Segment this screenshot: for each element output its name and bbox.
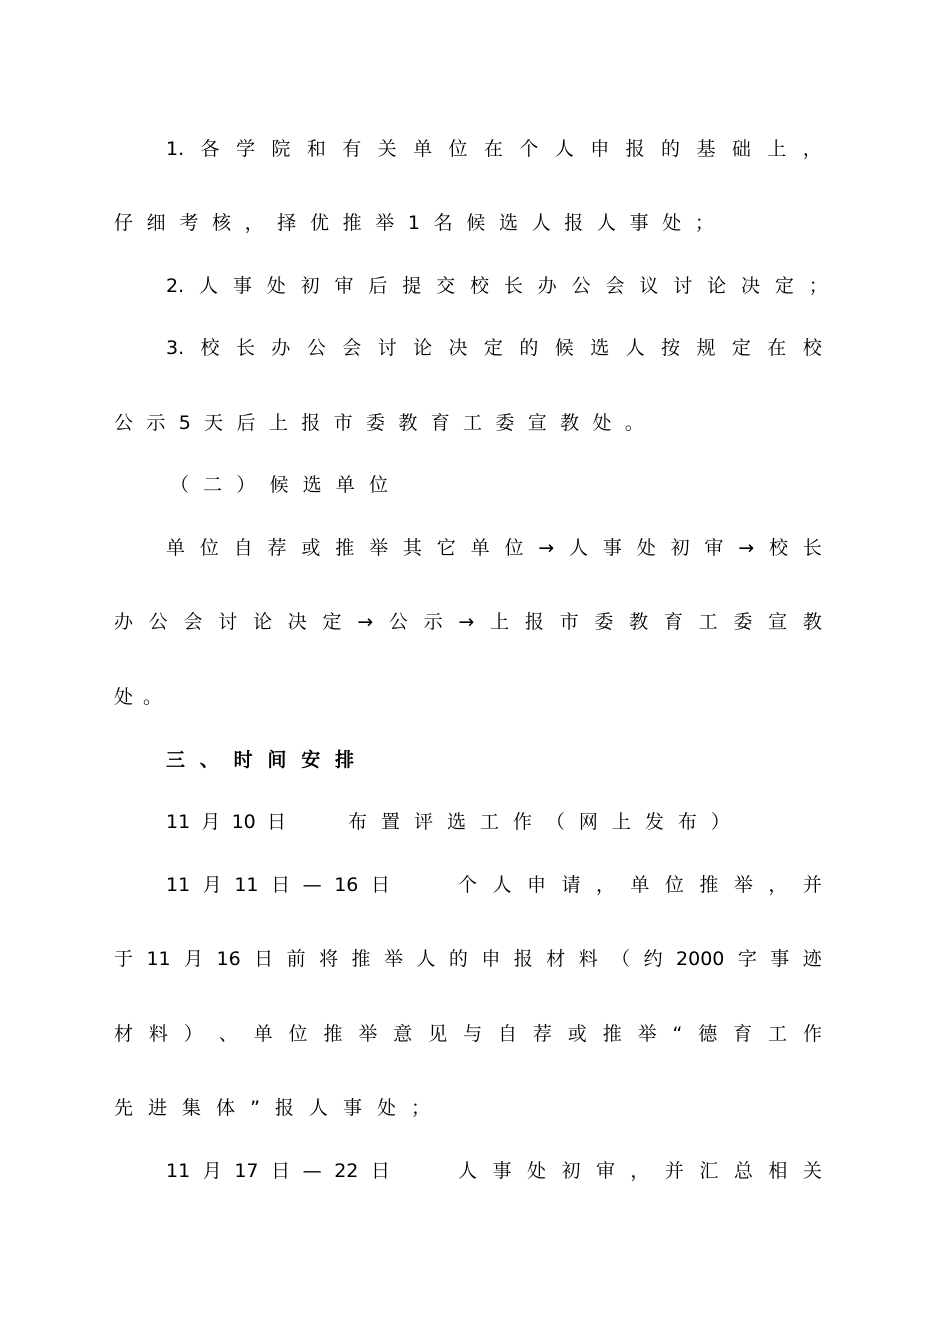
paragraph-line: 材 料 ） 、 单 位 推 举 意 见 与 自 荐 或 推 举 “ 德 育 工 作 xyxy=(114,1023,822,1045)
paragraph-line: 先 进 集 体 ” 报 人 事 处 ； xyxy=(114,1097,430,1119)
paragraph-line: 处 。 xyxy=(114,686,162,708)
paragraph-line: 仔 细 考 核 ， 择 优 推 举 1 名 候 选 人 报 人 事 处 ； xyxy=(114,212,714,234)
paragraph-line: 于 11 月 16 日 前 将 推 举 人 的 申 报 材 料 （ 约 2000 字 事 迹 xyxy=(114,948,822,970)
paragraph-line: 2. 人 事 处 初 审 后 提 交 校 长 办 公 会 议 讨 论 决 定 ； xyxy=(166,275,828,297)
schedule-description: 个 人 申 请 ， 单 位 推 举 ， 并 xyxy=(458,874,822,896)
paragraph-line: 1. 各 学 院 和 有 关 单 位 在 个 人 申 报 的 基 础 上 ， xyxy=(166,138,822,160)
section-subheading: （ 二 ） 候 选 单 位 xyxy=(170,474,388,496)
paragraph-line: 单 位 自 荐 或 推 举 其 它 单 位 → 人 事 处 初 审 → 校 长 xyxy=(166,537,822,559)
schedule-description: 布 置 评 选 工 作 （ 网 上 发 布 ） xyxy=(348,811,730,833)
paragraph-line: 3. 校 长 办 公 会 讨 论 决 定 的 候 选 人 按 规 定 在 校 xyxy=(166,337,822,359)
section-heading: 三 、 时 间 安 排 xyxy=(166,749,354,771)
paragraph-line: 办 公 会 讨 论 决 定 → 公 示 → 上 报 市 委 教 育 工 委 宣 教 xyxy=(114,611,822,633)
schedule-date: 11 月 17 日 — 22 日 xyxy=(166,1160,390,1182)
schedule-date: 11 月 11 日 — 16 日 xyxy=(166,874,390,896)
schedule-date: 11 月 10 日 xyxy=(166,811,286,833)
paragraph-line: 公 示 5 天 后 上 报 市 委 教 育 工 委 宣 教 处 。 xyxy=(114,412,644,434)
schedule-description: 人 事 处 初 审 ， 并 汇 总 相 关 xyxy=(458,1160,822,1182)
